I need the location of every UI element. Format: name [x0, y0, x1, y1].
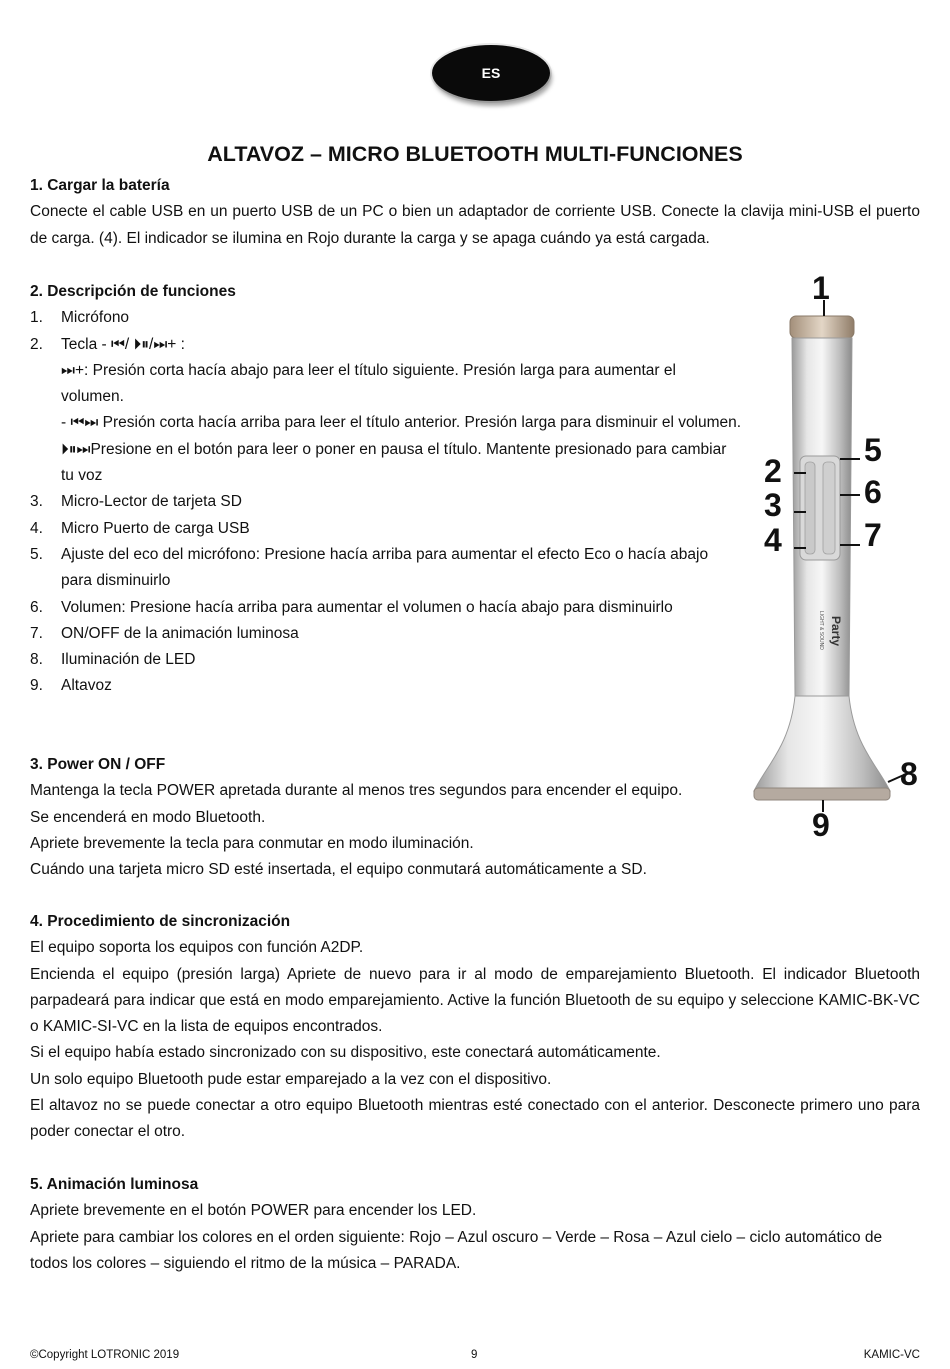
speaker-bell	[754, 696, 890, 791]
list-item: 3. Micro-Lector de tarjeta SD	[30, 493, 242, 511]
key-detail: ⏵⏸⏭Presione en el botón para leer o poner en pausa el título. Mantente presionado para cambiar tu voz	[61, 440, 727, 485]
section-line: Mantenga la tecla POWER apretada durante al menos tres segundos para encender el equipo.	[30, 782, 683, 800]
mic-head	[790, 316, 854, 338]
function-list	[30, 305, 742, 699]
section-power	[30, 752, 750, 883]
footer-page-number: 9	[471, 1349, 478, 1361]
list-item: 7. ON/OFF de la animación luminosa	[30, 624, 299, 642]
section-line: Cuándo una tarjeta micro SD esté insertada, el equipo conmutará automáticamente a SD.	[30, 861, 647, 879]
list-item: 9. Altavoz	[30, 677, 112, 695]
section-line: Apriete brevemente la tecla para conmutar en modo iluminación.	[30, 834, 474, 852]
callout-9: 9	[812, 807, 830, 841]
key-detail: - ⏮⏭ Presión corta hacía arriba para leer el título anterior. Presión larga para disminuir el volumen.	[61, 414, 742, 432]
section-pairing	[30, 909, 920, 1146]
led-ring	[754, 788, 890, 800]
list-item: 8. Iluminación de LED	[30, 651, 196, 669]
callout-5: 5	[864, 432, 882, 468]
section-heading: 3. Power ON / OFF	[30, 756, 166, 773]
callout-8: 8	[900, 756, 918, 792]
section-charge	[30, 173, 920, 252]
page-title: ALTAVOZ – MICRO BLUETOOTH MULTI-FUNCIONES	[207, 142, 743, 166]
microphone-illustration	[748, 266, 924, 841]
section-lighting	[30, 1172, 920, 1277]
section-functions	[30, 279, 742, 700]
brand-logo: Party	[829, 616, 843, 647]
section-line: El altavoz no se puede conectar a otro equipo Bluetooth mientras esté conectado con el anterior. Desconecte primero uno para poder conectar el otro.	[30, 1097, 920, 1141]
callout-3: 3	[764, 487, 782, 523]
volume-button	[823, 462, 835, 554]
key-detail: ⏭+: Presión corta hacía abajo para leer el título siguiente. Presión larga para aumentar el volumen.	[61, 361, 676, 406]
list-item: 5. Ajuste del eco del micrófono: Presione hacía arriba para aumentar el efecto Eco o hacía abajo para disminuirlo	[30, 545, 709, 590]
footer-model: KAMIC-VC	[863, 1349, 920, 1361]
list-item: 2. Tecla - ⏮/ ⏵⏸/⏭+ : ⏭+: Presión corta hacía abajo para leer el título siguiente. Presión larga para aumentar el volumen. - ⏮⏭ Presión corta hacía arriba para leer el título anterior. Presión larga para disminuir el volumen. ⏵⏸⏭Presione en el botón para leer o poner en pausa el título. Mantente presionado para cambiar tu voz	[30, 332, 742, 490]
section-line: Un solo equipo Bluetooth pude estar emparejado a la vez con el dispositivo.	[30, 1070, 552, 1088]
section-heading: 5. Animación luminosa	[30, 1176, 199, 1193]
section-line: El equipo soporta los equipos con función A2DP.	[30, 939, 364, 957]
callout-7: 7	[864, 517, 882, 553]
section-line: Apriete brevemente en el botón POWER para encender los LED.	[30, 1202, 477, 1220]
language-badge: ES	[432, 45, 550, 101]
callout-6: 6	[864, 474, 882, 510]
section-line: Se encenderá en modo Bluetooth.	[30, 808, 266, 826]
section-heading: 2. Descripción de funciones	[30, 283, 236, 300]
section-heading: 4. Procedimiento de sincronización	[30, 913, 291, 930]
section-line: Apriete para cambiar los colores en el orden siguiente: Rojo – Azul oscuro – Verde – Rosa – Azul cielo – ciclo automático de todos los colores – siguiendo el ritmo de la música – PARADA.	[30, 1228, 883, 1272]
list-item: 1. Micrófono	[30, 309, 130, 327]
list-item: 6. Volumen: Presione hacía arriba para aumentar el volumen o hacía abajo para disminuirlo	[30, 598, 673, 616]
section-line: Encienda el equipo (presión larga) Apriete de nuevo para ir al modo de emparejamiento Bluetooth. El indicador Bluetooth parpadeará para indicar que está en modo emparejamiento. Active la función Bluetooth de su equipo y seleccione KAMIC-BK-VC o KAMIC-SI-VC en la lista de equipos encontrados.	[30, 965, 920, 1036]
section-line: Si el equipo había estado sincronizado con su dispositivo, este conectará automáticamente.	[30, 1044, 661, 1062]
footer-copyright: ©Copyright LOTRONIC 2019	[30, 1349, 180, 1361]
key-button	[805, 462, 815, 554]
callout-1: 1	[812, 270, 830, 306]
brand-subtitle: LIGHT & SOUND	[818, 611, 824, 650]
section-heading: 1. Cargar la batería	[30, 177, 170, 194]
callout-4: 4	[764, 522, 782, 558]
callout-2: 2	[764, 453, 782, 489]
list-item: 4. Micro Puerto de carga USB	[30, 519, 250, 537]
section-text: Conecte el cable USB en un puerto USB de un PC o bien un adaptador de corriente USB. Conecte la clavija mini-USB el puerto de carga. (4). El indicador se ilumina en Rojo durante la carga y se apaga cuándo ya está cargada.	[30, 203, 920, 247]
